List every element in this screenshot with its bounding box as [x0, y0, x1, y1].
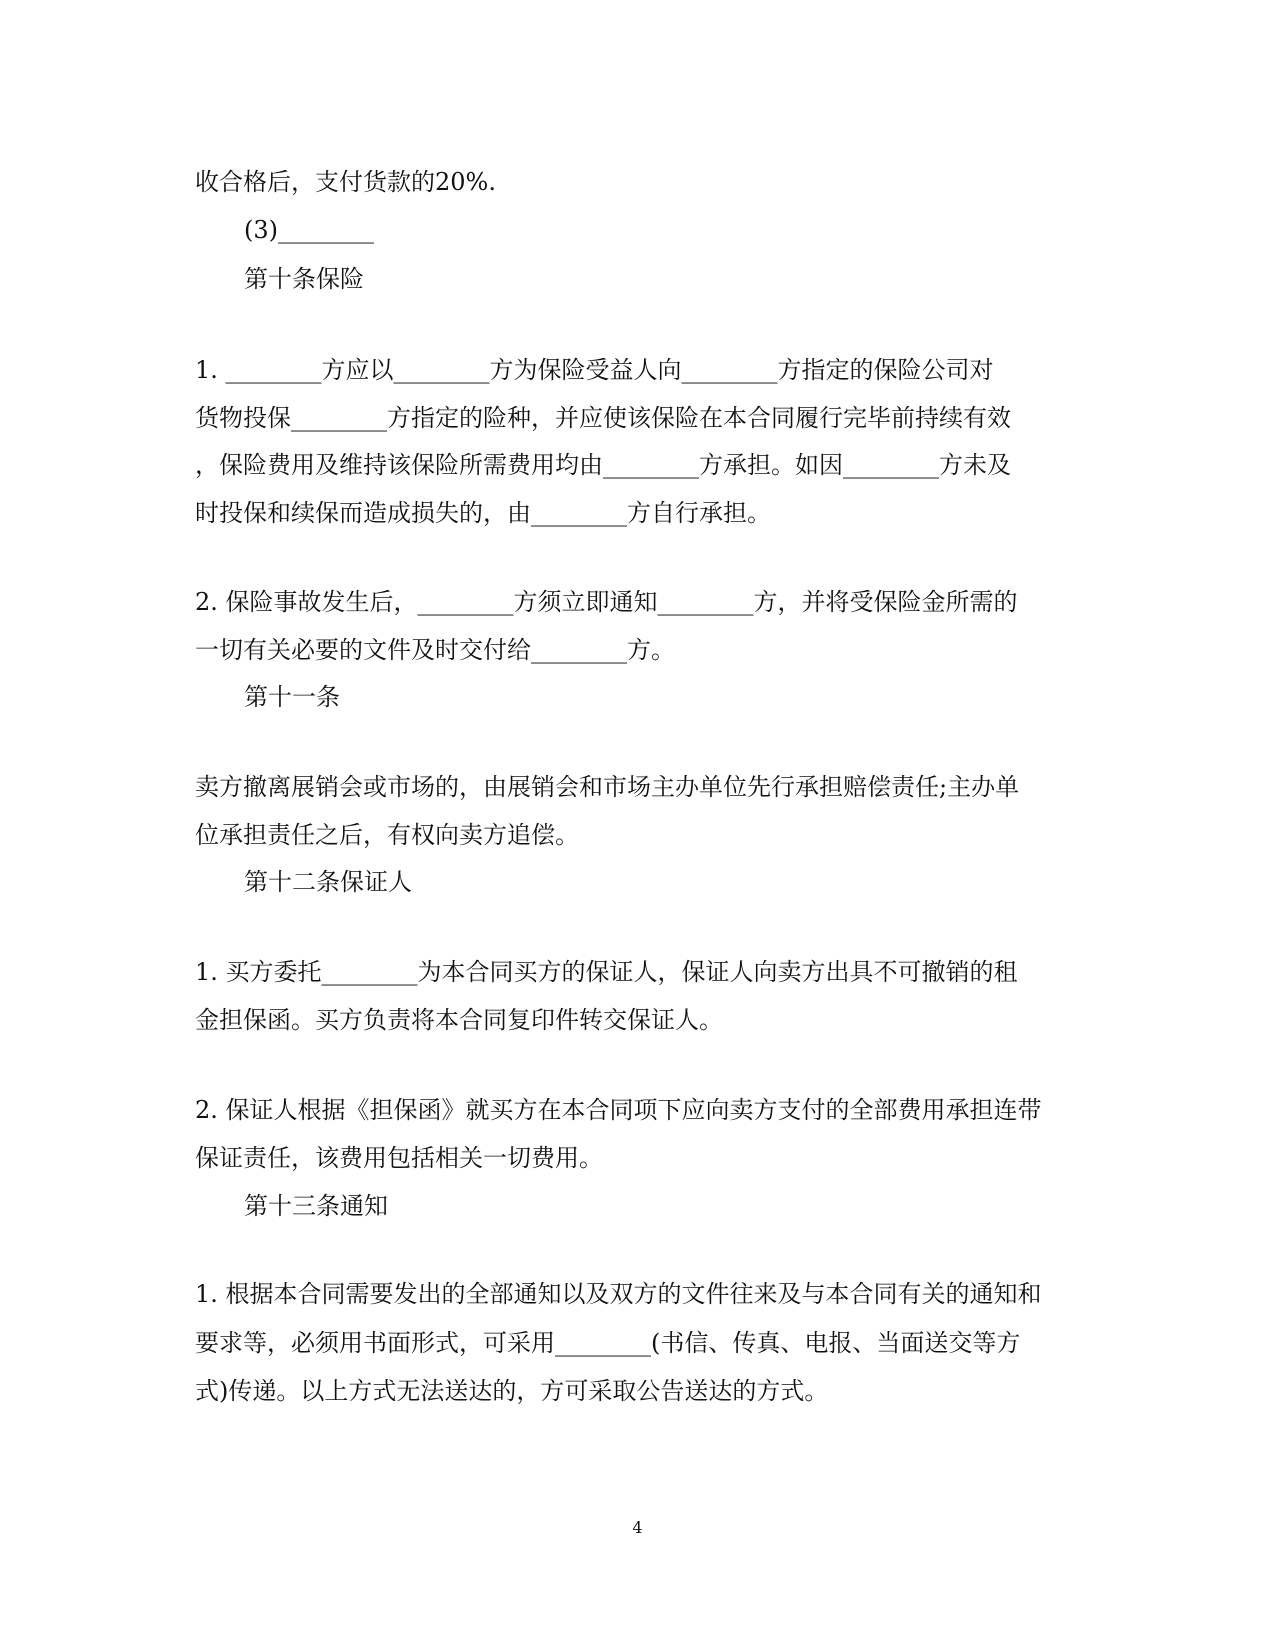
article-10-heading: 第十条保险	[244, 265, 364, 293]
text-line: 保证责任，该费用包括相关一切费用。	[195, 1144, 603, 1172]
text-line: 式)传递。以上方式无法送达的，方可采取公告送达的方式。	[195, 1377, 829, 1405]
text-line: 1. 根据本合同需要发出的全部通知以及双方的文件往来及与本合同有关的通知和	[195, 1280, 1042, 1308]
text-line: 货物投保________方指定的险种，并应使该保险在本合同履行完毕前持续有效	[195, 404, 1011, 432]
page-number: 4	[632, 1518, 643, 1537]
text-line: 2. 保证人根据《担保函》就买方在本合同项下应向卖方支付的全部费用承担连带	[195, 1096, 1042, 1124]
list-item-3: (3)________	[244, 216, 374, 244]
text-line: 收合格后，支付货款的20%.	[195, 168, 496, 196]
text-line: ，保险费用及维持该保险所需费用均由________方承担。如因________方未及	[195, 451, 1011, 479]
text-line: 2. 保险事故发生后，________方须立即通知________方，并将受保险金所需的	[195, 588, 1018, 616]
text-line: 1. ________方应以________方为保险受益人向________方指定的保险公司对	[195, 356, 994, 384]
text-line: 时投保和续保而造成损失的，由________方自行承担。	[195, 499, 771, 527]
text-line: 卖方撤离展销会或市场的，由展销会和市场主办单位先行承担赔偿责任;主办单	[195, 773, 1020, 801]
text-line: 位承担责任之后，有权向卖方追偿。	[195, 821, 579, 849]
text-line: 金担保函。买方负责将本合同复印件转交保证人。	[195, 1006, 723, 1034]
article-12-heading: 第十二条保证人	[244, 868, 412, 896]
text-line: 要求等，必须用书面形式，可采用________(书信、传真、电报、当面送交等方	[195, 1329, 1021, 1357]
text-line: 1. 买方委托________为本合同买方的保证人，保证人向卖方出具不可撤销的租	[195, 958, 1018, 986]
article-11-heading: 第十一条	[244, 683, 340, 711]
text-line: 一切有关必要的文件及时交付给________方。	[195, 636, 675, 664]
article-13-heading: 第十三条通知	[244, 1192, 388, 1220]
